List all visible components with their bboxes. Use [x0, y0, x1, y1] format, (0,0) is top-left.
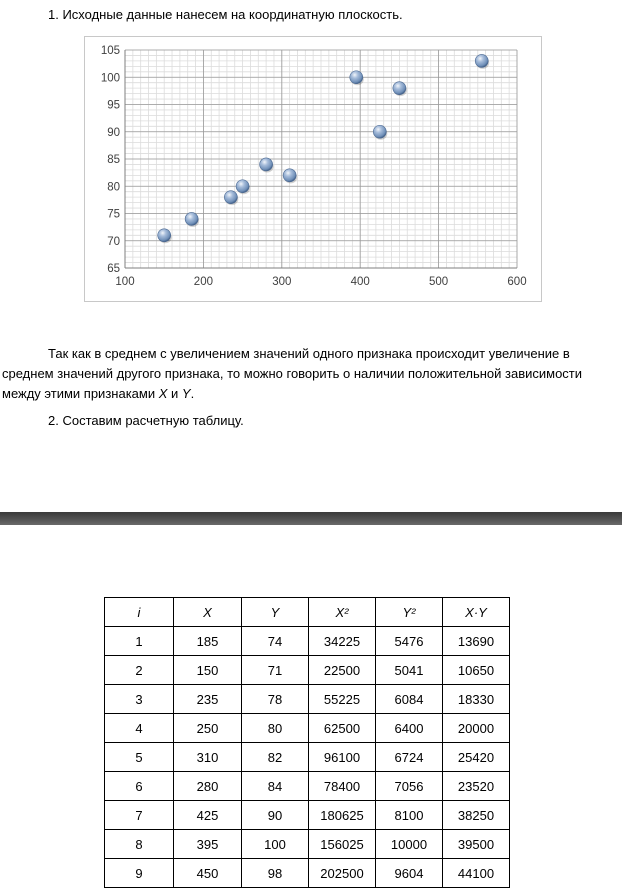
data-point	[185, 212, 198, 225]
table-row	[105, 743, 510, 772]
y-tick-label: 65	[107, 263, 120, 275]
cell-i: 5	[105, 743, 174, 772]
cell-y: 90	[242, 801, 309, 830]
variable-x: X	[158, 386, 168, 401]
cell-x: 150	[174, 656, 242, 685]
cell-x-squared: 55225	[309, 685, 376, 714]
paragraph-conjunction: и	[167, 386, 182, 401]
table-row	[105, 830, 510, 859]
cell-x: 185	[174, 627, 242, 656]
cell-xy: 10650	[443, 656, 510, 685]
cell-y: 80	[242, 714, 309, 743]
y-tick-label: 100	[100, 72, 120, 85]
cell-x-squared: 96100	[309, 743, 376, 772]
cell-x: 235	[174, 685, 242, 714]
data-point	[350, 71, 363, 84]
y-tick-label: 75	[107, 208, 120, 221]
cell-y: 98	[242, 859, 309, 888]
y-tick-label: 70	[107, 235, 120, 248]
x-tick-label: 500	[429, 276, 449, 288]
cell-xy: 20000	[443, 714, 510, 743]
x-tick-label: 300	[272, 276, 292, 288]
conclusion-paragraph	[2, 344, 616, 404]
data-point	[475, 54, 488, 67]
cell-xy: 23520	[443, 772, 510, 801]
y-tick-label: 95	[107, 99, 120, 112]
cell-y: 78	[242, 685, 309, 714]
header-y-squared: Y²	[376, 598, 443, 627]
header-xy: X·Y	[443, 598, 510, 627]
header-x: X	[174, 598, 242, 627]
cell-x: 395	[174, 830, 242, 859]
cell-y: 71	[242, 656, 309, 685]
paragraph-end: .	[190, 386, 195, 401]
table-row	[105, 859, 510, 888]
cell-xy: 38250	[443, 801, 510, 830]
x-tick-label: 100	[115, 276, 135, 288]
cell-x: 250	[174, 714, 242, 743]
cell-y-squared: 6084	[376, 685, 443, 714]
cell-y-squared: 6724	[376, 743, 443, 772]
table-header-row	[105, 598, 510, 627]
header-y: Y	[242, 598, 309, 627]
table-row	[105, 656, 510, 685]
cell-xy: 18330	[443, 685, 510, 714]
y-tick-label: 85	[107, 154, 120, 166]
table-row	[105, 772, 510, 801]
cell-y: 74	[242, 627, 309, 656]
cell-y-squared: 7056	[376, 772, 443, 801]
chart-svg	[85, 37, 541, 301]
cell-i: 9	[105, 859, 174, 888]
cell-y: 84	[242, 772, 309, 801]
cell-i: 1	[105, 627, 174, 656]
cell-y-squared: 6400	[376, 714, 443, 743]
header-i: i	[105, 598, 174, 627]
cell-i: 3	[105, 685, 174, 714]
data-point	[260, 158, 273, 171]
cell-xy: 39500	[443, 830, 510, 859]
page-separator	[0, 512, 622, 525]
x-tick-label: 400	[350, 276, 370, 288]
table-body	[105, 627, 510, 888]
cell-i: 8	[105, 830, 174, 859]
cell-x: 425	[174, 801, 242, 830]
variable-y: Y	[181, 386, 191, 401]
paragraph-text: Так как в среднем с увеличением значений одного признака происходит увеличение в среднем значений другого признака, то можно говорить о наличии положительной зависимости между этими признаками	[2, 346, 583, 401]
data-point	[224, 191, 237, 204]
cell-y-squared: 5476	[376, 627, 443, 656]
data-point	[283, 169, 296, 182]
header-x-squared: X²	[309, 598, 376, 627]
cell-x-squared: 156025	[309, 830, 376, 859]
cell-y-squared: 9604	[376, 859, 443, 888]
cell-y: 100	[242, 830, 309, 859]
data-point	[236, 180, 249, 193]
table-row	[105, 801, 510, 830]
calculation-table	[104, 597, 510, 888]
cell-i: 4	[105, 714, 174, 743]
cell-i: 2	[105, 656, 174, 685]
cell-x-squared: 180625	[309, 801, 376, 830]
cell-x-squared: 22500	[309, 656, 376, 685]
cell-i: 6	[105, 772, 174, 801]
cell-x: 310	[174, 743, 242, 772]
section-heading-1: 1. Исходные данные нанесем на координатную плоскость.	[48, 7, 403, 22]
cell-x-squared: 202500	[309, 859, 376, 888]
cell-x-squared: 34225	[309, 627, 376, 656]
cell-x-squared: 62500	[309, 714, 376, 743]
table-row	[105, 685, 510, 714]
cell-xy: 44100	[443, 859, 510, 888]
data-point	[373, 125, 386, 138]
y-tick-label: 90	[107, 126, 120, 139]
section-heading-2: 2. Составим расчетную таблицу.	[48, 413, 244, 428]
table-row	[105, 627, 510, 656]
cell-x-squared: 78400	[309, 772, 376, 801]
cell-y-squared: 5041	[376, 656, 443, 685]
cell-x: 280	[174, 772, 242, 801]
x-tick-label: 600	[507, 276, 527, 288]
x-tick-label: 200	[193, 276, 213, 288]
cell-xy: 13690	[443, 627, 510, 656]
y-tick-label: 80	[107, 181, 120, 194]
cell-x: 450	[174, 859, 242, 888]
data-point	[158, 229, 171, 242]
cell-y-squared: 8100	[376, 801, 443, 830]
cell-i: 7	[105, 801, 174, 830]
table-row	[105, 714, 510, 743]
scatter-chart	[84, 36, 542, 302]
data-point	[393, 82, 406, 95]
cell-xy: 25420	[443, 743, 510, 772]
cell-y: 82	[242, 743, 309, 772]
y-tick-label: 105	[100, 45, 120, 57]
cell-y-squared: 10000	[376, 830, 443, 859]
